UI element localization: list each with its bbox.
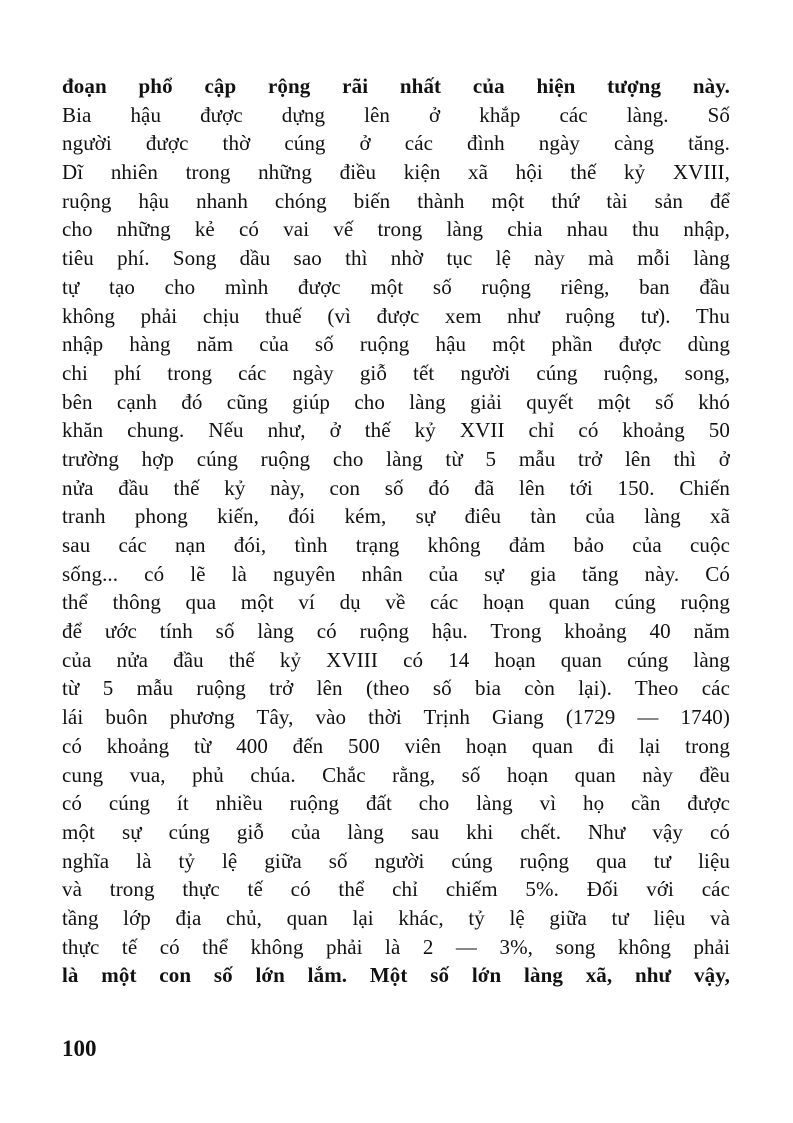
text-line: có cúng ít nhiều ruộng đất cho làng vì họ cần được bbox=[62, 791, 730, 816]
text-line: sống... có lẽ là nguyên nhân của sự gia tăng này. Có bbox=[62, 561, 730, 586]
text-line: không phải chịu thuế (vì được xem như ruộng tư). Thu bbox=[62, 303, 730, 328]
text-line: tranh phong kiến, đói kém, sự điêu tàn của làng xã bbox=[62, 504, 730, 529]
text-line: đoạn phổ cập rộng rãi nhất của hiện tượng này. bbox=[62, 74, 730, 98]
text-line: tự tạo cho mình được một số ruộng riêng, ban đầu bbox=[62, 274, 730, 299]
text-line: trường hợp cúng ruộng cho làng từ 5 mẫu trở lên thì ở bbox=[62, 446, 730, 471]
text-line: của nửa đầu thế kỷ XVIII có 14 hoạn quan cúng làng bbox=[62, 647, 730, 672]
text-line: cho những kẻ có vai vế trong làng chia nhau thu nhập, bbox=[62, 217, 730, 242]
text-line: bên cạnh đó cũng giúp cho làng giải quyết một số khó bbox=[62, 389, 730, 414]
text-line: khăn chung. Nếu như, ở thế kỷ XVII chỉ có khoảng 50 bbox=[62, 418, 730, 443]
text-line: và trong thực tế có thể chỉ chiếm 5%. Đối với các bbox=[62, 877, 730, 902]
text-line: từ 5 mẫu ruộng trở lên (theo số bia còn lại). Theo các bbox=[62, 676, 730, 701]
text-line: thực tế có thể không phải là 2 — 3%, song không phải bbox=[62, 934, 730, 959]
text-line: Dĩ nhiên trong những điều kiện xã hội thế kỷ XVIII, bbox=[62, 160, 730, 185]
text-line: người được thờ cúng ở các đình ngày càng tăng. bbox=[62, 131, 730, 156]
text-line: một sự cúng giỗ của làng sau khi chết. Như vậy có bbox=[62, 819, 730, 844]
text-line: lái buôn phương Tây, vào thời Trịnh Giang (1729 — 1740) bbox=[62, 705, 730, 730]
text-line: để ước tính số làng có ruộng hậu. Trong khoảng 40 năm bbox=[62, 619, 730, 644]
text-line: sau các nạn đói, tình trạng không đảm bảo của cuộc bbox=[62, 533, 730, 557]
page-number: 100 bbox=[62, 1036, 97, 1061]
text-line: nửa đầu thế kỷ này, con số đó đã lên tới 150. Chiến bbox=[62, 475, 730, 500]
text-line: nghĩa là tỷ lệ giữa số người cúng ruộng qua tư liệu bbox=[62, 848, 730, 873]
text-line: ruộng hậu nhanh chóng biến thành một thứ tài sản để bbox=[62, 188, 730, 213]
body-text bbox=[62, 72, 730, 990]
text-line: tiêu phí. Song dầu sao thì nhờ tục lệ này mà mỗi làng bbox=[62, 246, 730, 271]
text-line: là một con số lớn lắm. Một số lớn làng xã, như vậy, bbox=[62, 963, 730, 988]
text-line: thể thông qua một ví dụ về các hoạn quan cúng ruộng bbox=[62, 590, 730, 615]
text-line: chi phí trong các ngày giỗ tết người cúng ruộng, song, bbox=[62, 360, 730, 385]
text-line: nhập hàng năm của số ruộng hậu một phần được dùng bbox=[62, 332, 730, 357]
text-line: tầng lớp địa chủ, quan lại khác, tỷ lệ giữa tư liệu và bbox=[62, 905, 730, 930]
text-line: Bia hậu được dựng lên ở khắp các làng. Số bbox=[62, 102, 730, 127]
text-line: cung vua, phủ chúa. Chắc rằng, số hoạn quan này đều bbox=[62, 762, 730, 787]
text-line: có khoảng từ 400 đến 500 viên hoạn quan đi lại trong bbox=[62, 733, 730, 758]
